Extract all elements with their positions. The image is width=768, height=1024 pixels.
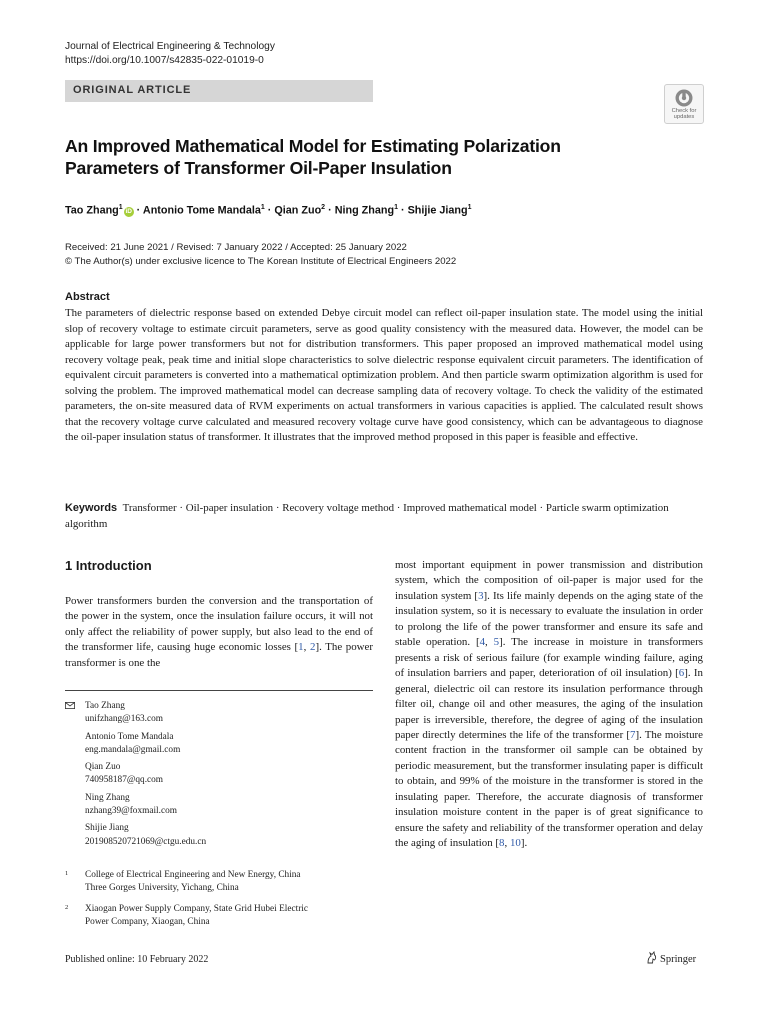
author-list bbox=[65, 204, 471, 217]
abstract-heading: Abstract bbox=[65, 291, 110, 303]
keywords-section bbox=[65, 501, 703, 532]
affiliation-2 bbox=[65, 903, 373, 930]
citation-link[interactable]: 3 bbox=[478, 589, 484, 602]
citation-link[interactable]: 2 bbox=[309, 641, 316, 654]
body-text: ]. Its life mainly depends on the aging state of the insulation system, so it is necessary to evaluate the insulation in order to prolong the life of the power transformer and ensure its safe and stable operation. [ bbox=[395, 589, 704, 649]
author-separator: · bbox=[325, 204, 335, 217]
copyright-notice: © The Author(s) under exclusive licence to The Korean Institute of Electrical Engineers 2022 bbox=[65, 256, 457, 267]
title-line-2: Parameters of Transformer Oil-Paper Insulation bbox=[65, 158, 452, 178]
correspondent-name: Shijie Jiang bbox=[85, 823, 129, 834]
author-separator: · bbox=[264, 204, 275, 217]
citation-link[interactable]: 7 bbox=[630, 728, 636, 741]
body-text: Power transformers burden the conversion and the transportation of the power in the system, once the insulation failure occurs, it will not only affect the reliability of power supply, but also lead to the end of the transformer life, causing huge economic losses [ bbox=[65, 595, 373, 654]
correspondent-name: Qian Zuo bbox=[85, 762, 121, 773]
springer-horse-icon bbox=[646, 951, 657, 964]
author-affiliation-mark: 1 bbox=[467, 204, 472, 211]
abstract-text: The parameters of dielectric response based on extended Debye circuit model can reflect oil-paper insulation state. The model using the initial slop of recovery voltage to estimate circuit parameters, serve as good quality consistency with the measured data. However, the model can be applicable for large power transformers but not for distribution transformers. This paper proposed an improved mathematical model using recovery voltage peak, peak time and initial slope characteristics to solve dielectric response equivalent circuit parameters. The identification of equivalent circuit parameters is converted into a mathematical optimization problem. And then particle swarm optimization algorithm is used for solving the problem. The improved mathematical model can decrease sampling data of recovery voltage. To check the validity of the estimated parameters, the on-site measured data of RVM experiments on actual transformers in various capacities is applied. The calculated result shows that the recovery voltage curve calculated and measured recovery voltage curve have good consistency, which can be advantageous to diagnose the oil-paper insulation status of transformer. It illustrates that the improved method proposed in this paper is feasible and effective. bbox=[65, 307, 703, 444]
author-name[interactable]: Shijie Jiang bbox=[407, 204, 468, 217]
body-text: , bbox=[485, 636, 494, 649]
check-updates-text-2: updates bbox=[673, 114, 695, 121]
correspondent-email[interactable]: 740958187@qq.com bbox=[85, 775, 164, 786]
correspondence-entry bbox=[85, 822, 206, 849]
author-name[interactable]: Antonio Tome Mandala bbox=[142, 204, 261, 217]
orcid-icon[interactable]: iD bbox=[125, 207, 132, 215]
citation-link[interactable]: 4 bbox=[479, 636, 486, 649]
affiliation-line: Power Company, Xiaogan, China bbox=[85, 917, 210, 928]
citation-link[interactable]: 10 bbox=[509, 837, 521, 850]
journal-name: Journal of Electrical Engineering & Technology bbox=[65, 41, 275, 52]
body-text: ]. The power transformer is one the bbox=[65, 641, 373, 669]
citation-link[interactable]: 1 bbox=[298, 641, 304, 654]
correspondent-email[interactable]: 201908520721069@ctgu.edu.cn bbox=[85, 836, 207, 847]
correspondent-email[interactable]: unifzhang@163.com bbox=[85, 714, 164, 725]
correspondent-name: Ning Zhang bbox=[85, 792, 130, 803]
author-affiliation-mark: 1 bbox=[260, 204, 265, 211]
intro-paragraph-right bbox=[395, 558, 703, 852]
correspondent-email[interactable]: nzhang39@foxmail.com bbox=[85, 806, 177, 817]
body-text: ]. The increase in moisture in transformers presents a risk of serious failure (for example winding failure, aging of insulation barriers and paper, deterioration of oil insulation) [ bbox=[395, 636, 703, 680]
envelope-icon bbox=[65, 702, 75, 709]
received-dates: Received: 21 June 2021 / Revised: 7 January 2022 / Accepted: 25 January 2022 bbox=[65, 242, 407, 253]
section-heading-introduction: 1 Introduction bbox=[65, 558, 152, 573]
check-updates-icon bbox=[674, 88, 694, 108]
affiliation-1 bbox=[65, 869, 373, 896]
correspondence-entry bbox=[85, 792, 206, 819]
intro-paragraph-left bbox=[65, 594, 373, 671]
correspondence-entry bbox=[85, 700, 206, 727]
affiliation-number: 2 bbox=[65, 904, 69, 911]
author-separator: · bbox=[397, 204, 408, 217]
footnote-divider bbox=[65, 690, 373, 691]
correspondent-name: Tao Zhang bbox=[85, 701, 125, 711]
publisher-name: Springer bbox=[660, 954, 697, 965]
body-text: ]. The moisture content fraction in the transformer oil sample can be obtained by periodic measurement, but the transformer insulating paper is difficult to obtain, and 99% of the moisture in the transformer is stored in the insulating paper. Therefore, the accurate diagnosis of transformer insulation moisture content in the paper is of great significance to ensure the safety and reliability of the transformer operation and delay the aging of insulation [ bbox=[395, 728, 703, 850]
author-affiliation-mark: 2 bbox=[321, 204, 326, 211]
author-name[interactable]: Qian Zuo bbox=[274, 204, 322, 217]
article-type-bar bbox=[65, 80, 373, 102]
publisher-logo bbox=[646, 951, 696, 965]
author-affiliation-mark: 1 bbox=[118, 204, 123, 211]
body-text: , bbox=[303, 641, 310, 654]
body-text: , bbox=[504, 837, 510, 850]
affiliation-number: 1 bbox=[65, 870, 69, 877]
body-text: ]. In general, dielectric oil can restore its insulation performance through filter oil, change oil and other measures, the aging of the insulation paper is irreversible, therefore, the degree of aging of the insulation paper directly determines the life of the transformer [ bbox=[395, 667, 703, 741]
affiliation-line: Three Gorges University, Yichang, China bbox=[85, 883, 239, 894]
citation-link[interactable]: 6 bbox=[678, 667, 685, 680]
article-title bbox=[65, 135, 665, 179]
check-for-updates-badge[interactable] bbox=[664, 84, 704, 124]
correspondent-email[interactable]: eng.mandala@gmail.com bbox=[85, 744, 181, 755]
correspondence-entry bbox=[85, 731, 206, 758]
body-text: most important equipment in power transmission and distribution system, which the composition of oil-paper is major used for the insulation system [ bbox=[395, 559, 703, 602]
journal-info bbox=[65, 40, 275, 68]
check-updates-text-1: Check for bbox=[671, 108, 697, 114]
keywords-heading: Keywords bbox=[65, 502, 118, 514]
keywords-text: Transformer · Oil-paper insulation · Recovery voltage method · Improved mathematical model · Particle swarm optimization algorithm bbox=[65, 502, 669, 530]
author-name[interactable]: Ning Zhang bbox=[334, 204, 395, 217]
author-affiliation-mark: 1 bbox=[394, 204, 398, 211]
body-text: ]. bbox=[520, 837, 528, 850]
correspondence-entry bbox=[85, 761, 206, 788]
citation-link[interactable]: 8 bbox=[499, 837, 505, 850]
publication-history bbox=[65, 241, 456, 269]
affiliation-line: College of Electrical Engineering and New Energy, China bbox=[85, 870, 301, 880]
title-line-1: An Improved Mathematical Model for Estimating Polarization bbox=[65, 136, 561, 156]
author-name[interactable]: Tao Zhang bbox=[65, 204, 119, 217]
correspondent-name: Antonio Tome Mandala bbox=[85, 731, 174, 742]
citation-link[interactable]: 5 bbox=[493, 636, 500, 649]
author-separator: · bbox=[133, 204, 143, 217]
correspondence-block bbox=[65, 700, 206, 853]
affiliation-line: Xiaogan Power Supply Company, State Grid Hubei Electric bbox=[85, 904, 308, 914]
article-type-label: ORIGINAL ARTICLE bbox=[73, 84, 192, 96]
published-online-date: Published online: 10 February 2022 bbox=[65, 954, 209, 965]
doi-link[interactable]: https://doi.org/10.1007/s42835-022-01019-0 bbox=[65, 55, 264, 66]
